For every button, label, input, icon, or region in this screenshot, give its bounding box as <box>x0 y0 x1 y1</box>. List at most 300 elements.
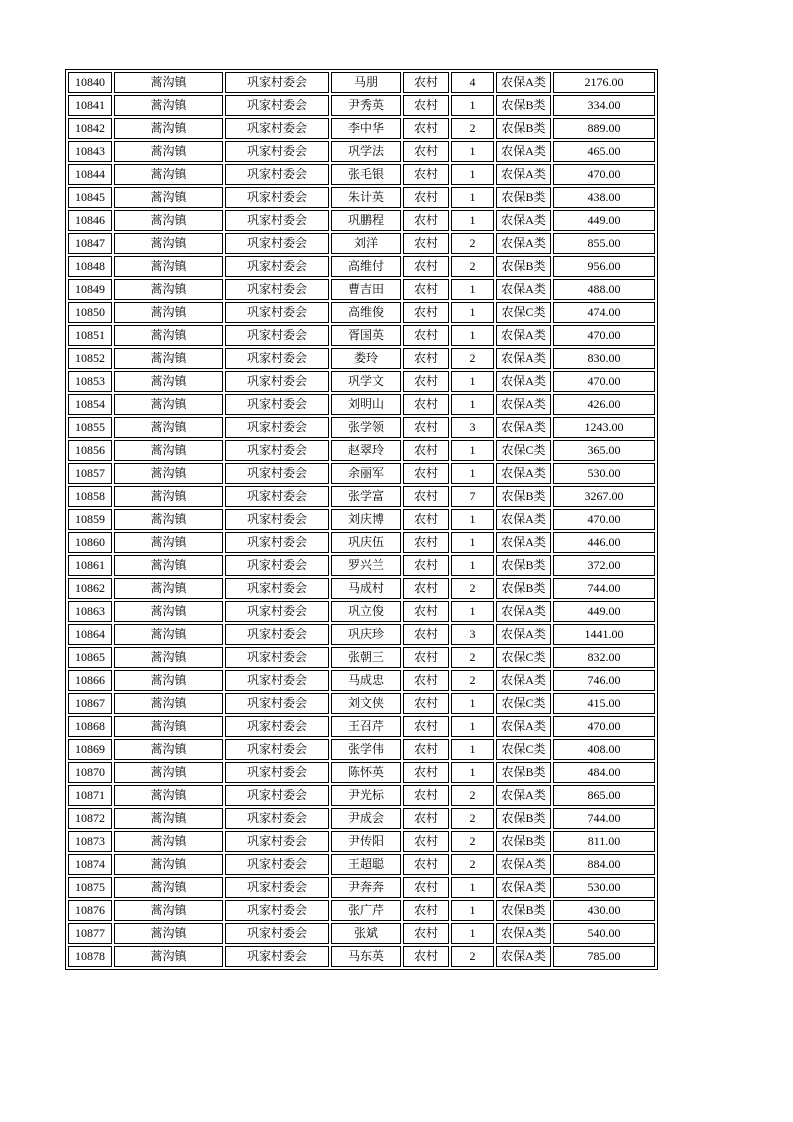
cell-sequence-number: 10866 <box>68 670 112 691</box>
cell-village-committee: 巩家村委会 <box>225 394 329 415</box>
cell-amount: 372.00 <box>553 555 655 576</box>
cell-residence-type: 农村 <box>403 233 449 254</box>
cell-insurance-category: 农保A类 <box>496 233 551 254</box>
cell-town: 蒿沟镇 <box>114 647 223 668</box>
cell-person-count: 1 <box>451 440 494 461</box>
cell-person-count: 4 <box>451 72 494 93</box>
cell-person-name: 巩学文 <box>331 371 401 392</box>
table-row <box>68 210 655 231</box>
cell-person-name: 胥国英 <box>331 325 401 346</box>
cell-sequence-number: 10862 <box>68 578 112 599</box>
cell-insurance-category: 农保B类 <box>496 187 551 208</box>
cell-person-count: 1 <box>451 187 494 208</box>
cell-amount: 832.00 <box>553 647 655 668</box>
cell-person-count: 1 <box>451 463 494 484</box>
table-row <box>68 900 655 921</box>
cell-town: 蒿沟镇 <box>114 371 223 392</box>
cell-village-committee: 巩家村委会 <box>225 95 329 116</box>
cell-person-name: 尹奔奔 <box>331 877 401 898</box>
cell-amount: 449.00 <box>553 601 655 622</box>
cell-amount: 1441.00 <box>553 624 655 645</box>
cell-sequence-number: 10852 <box>68 348 112 369</box>
cell-village-committee: 巩家村委会 <box>225 440 329 461</box>
cell-insurance-category: 农保A类 <box>496 210 551 231</box>
cell-amount: 865.00 <box>553 785 655 806</box>
cell-insurance-category: 农保B类 <box>496 118 551 139</box>
table-row <box>68 693 655 714</box>
cell-person-name: 赵翠玲 <box>331 440 401 461</box>
table-row <box>68 555 655 576</box>
table-row <box>68 946 655 967</box>
cell-town: 蒿沟镇 <box>114 739 223 760</box>
cell-residence-type: 农村 <box>403 95 449 116</box>
cell-residence-type: 农村 <box>403 348 449 369</box>
cell-town: 蒿沟镇 <box>114 486 223 507</box>
cell-residence-type: 农村 <box>403 509 449 530</box>
cell-person-count: 2 <box>451 785 494 806</box>
cell-amount: 956.00 <box>553 256 655 277</box>
cell-sequence-number: 10858 <box>68 486 112 507</box>
cell-person-name: 尹秀英 <box>331 95 401 116</box>
cell-residence-type: 农村 <box>403 555 449 576</box>
cell-village-committee: 巩家村委会 <box>225 693 329 714</box>
cell-town: 蒿沟镇 <box>114 394 223 415</box>
cell-insurance-category: 农保A类 <box>496 325 551 346</box>
cell-sequence-number: 10874 <box>68 854 112 875</box>
cell-person-count: 2 <box>451 946 494 967</box>
cell-amount: 530.00 <box>553 877 655 898</box>
cell-amount: 1243.00 <box>553 417 655 438</box>
cell-village-committee: 巩家村委会 <box>225 279 329 300</box>
table-row <box>68 831 655 852</box>
cell-person-count: 7 <box>451 486 494 507</box>
cell-amount: 465.00 <box>553 141 655 162</box>
cell-sequence-number: 10854 <box>68 394 112 415</box>
cell-person-count: 1 <box>451 279 494 300</box>
cell-person-name: 张毛银 <box>331 164 401 185</box>
cell-village-committee: 巩家村委会 <box>225 532 329 553</box>
cell-person-name: 张朝三 <box>331 647 401 668</box>
cell-village-committee: 巩家村委会 <box>225 417 329 438</box>
cell-residence-type: 农村 <box>403 325 449 346</box>
cell-person-count: 2 <box>451 831 494 852</box>
cell-residence-type: 农村 <box>403 417 449 438</box>
cell-amount: 474.00 <box>553 302 655 323</box>
cell-residence-type: 农村 <box>403 210 449 231</box>
cell-insurance-category: 农保B类 <box>496 555 551 576</box>
cell-town: 蒿沟镇 <box>114 509 223 530</box>
cell-person-name: 巩立俊 <box>331 601 401 622</box>
cell-village-committee: 巩家村委会 <box>225 302 329 323</box>
cell-insurance-category: 农保A类 <box>496 371 551 392</box>
cell-residence-type: 农村 <box>403 670 449 691</box>
cell-town: 蒿沟镇 <box>114 923 223 944</box>
table-row <box>68 72 655 93</box>
cell-town: 蒿沟镇 <box>114 463 223 484</box>
cell-residence-type: 农村 <box>403 394 449 415</box>
cell-person-count: 1 <box>451 601 494 622</box>
cell-residence-type: 农村 <box>403 302 449 323</box>
cell-sequence-number: 10859 <box>68 509 112 530</box>
table-row <box>68 877 655 898</box>
cell-village-committee: 巩家村委会 <box>225 854 329 875</box>
table-row <box>68 279 655 300</box>
cell-town: 蒿沟镇 <box>114 348 223 369</box>
cell-town: 蒿沟镇 <box>114 946 223 967</box>
cell-village-committee: 巩家村委会 <box>225 486 329 507</box>
cell-person-name: 曹吉田 <box>331 279 401 300</box>
cell-residence-type: 农村 <box>403 739 449 760</box>
table-row <box>68 164 655 185</box>
cell-residence-type: 农村 <box>403 693 449 714</box>
cell-insurance-category: 农保A类 <box>496 164 551 185</box>
cell-sequence-number: 10869 <box>68 739 112 760</box>
cell-amount: 540.00 <box>553 923 655 944</box>
cell-amount: 438.00 <box>553 187 655 208</box>
cell-person-name: 尹传阳 <box>331 831 401 852</box>
cell-town: 蒿沟镇 <box>114 325 223 346</box>
cell-town: 蒿沟镇 <box>114 118 223 139</box>
cell-residence-type: 农村 <box>403 118 449 139</box>
cell-insurance-category: 农保A类 <box>496 348 551 369</box>
cell-town: 蒿沟镇 <box>114 141 223 162</box>
cell-town: 蒿沟镇 <box>114 877 223 898</box>
table-row <box>68 762 655 783</box>
cell-person-name: 张学伟 <box>331 739 401 760</box>
cell-sequence-number: 10849 <box>68 279 112 300</box>
cell-residence-type: 农村 <box>403 187 449 208</box>
cell-insurance-category: 农保A类 <box>496 72 551 93</box>
cell-village-committee: 巩家村委会 <box>225 72 329 93</box>
cell-residence-type: 农村 <box>403 946 449 967</box>
cell-person-name: 娄玲 <box>331 348 401 369</box>
table-row <box>68 578 655 599</box>
table-row <box>68 348 655 369</box>
cell-person-name: 巩鹏程 <box>331 210 401 231</box>
cell-person-count: 1 <box>451 371 494 392</box>
cell-person-name: 张学领 <box>331 417 401 438</box>
cell-sequence-number: 10878 <box>68 946 112 967</box>
cell-town: 蒿沟镇 <box>114 808 223 829</box>
table-row <box>68 371 655 392</box>
cell-amount: 408.00 <box>553 739 655 760</box>
cell-sequence-number: 10860 <box>68 532 112 553</box>
cell-amount: 415.00 <box>553 693 655 714</box>
cell-person-name: 张广芹 <box>331 900 401 921</box>
cell-sequence-number: 10872 <box>68 808 112 829</box>
cell-person-name: 刘庆博 <box>331 509 401 530</box>
cell-person-count: 1 <box>451 302 494 323</box>
cell-village-committee: 巩家村委会 <box>225 233 329 254</box>
cell-village-committee: 巩家村委会 <box>225 187 329 208</box>
cell-town: 蒿沟镇 <box>114 900 223 921</box>
cell-village-committee: 巩家村委会 <box>225 371 329 392</box>
cell-insurance-category: 农保B类 <box>496 256 551 277</box>
cell-sequence-number: 10847 <box>68 233 112 254</box>
cell-person-name: 尹成会 <box>331 808 401 829</box>
cell-sequence-number: 10856 <box>68 440 112 461</box>
cell-person-count: 2 <box>451 670 494 691</box>
cell-residence-type: 农村 <box>403 808 449 829</box>
cell-person-name: 巩庆珍 <box>331 624 401 645</box>
cell-person-name: 王超聪 <box>331 854 401 875</box>
cell-insurance-category: 农保A类 <box>496 141 551 162</box>
cell-insurance-category: 农保A类 <box>496 509 551 530</box>
cell-person-name: 李中华 <box>331 118 401 139</box>
cell-sequence-number: 10871 <box>68 785 112 806</box>
cell-town: 蒿沟镇 <box>114 601 223 622</box>
cell-person-count: 1 <box>451 716 494 737</box>
cell-town: 蒿沟镇 <box>114 440 223 461</box>
table-row <box>68 417 655 438</box>
cell-village-committee: 巩家村委会 <box>225 578 329 599</box>
cell-person-name: 朱计英 <box>331 187 401 208</box>
cell-village-committee: 巩家村委会 <box>225 141 329 162</box>
cell-village-committee: 巩家村委会 <box>225 762 329 783</box>
cell-person-count: 1 <box>451 877 494 898</box>
cell-sequence-number: 10868 <box>68 716 112 737</box>
cell-town: 蒿沟镇 <box>114 716 223 737</box>
cell-amount: 484.00 <box>553 762 655 783</box>
table-row <box>68 486 655 507</box>
cell-sequence-number: 10845 <box>68 187 112 208</box>
cell-amount: 430.00 <box>553 900 655 921</box>
cell-sequence-number: 10846 <box>68 210 112 231</box>
cell-amount: 811.00 <box>553 831 655 852</box>
cell-insurance-category: 农保A类 <box>496 716 551 737</box>
cell-residence-type: 农村 <box>403 831 449 852</box>
cell-insurance-category: 农保B类 <box>496 762 551 783</box>
cell-sequence-number: 10870 <box>68 762 112 783</box>
cell-person-name: 马成忠 <box>331 670 401 691</box>
cell-sequence-number: 10840 <box>68 72 112 93</box>
cell-town: 蒿沟镇 <box>114 233 223 254</box>
cell-amount: 470.00 <box>553 371 655 392</box>
cell-amount: 365.00 <box>553 440 655 461</box>
cell-person-count: 1 <box>451 509 494 530</box>
cell-amount: 449.00 <box>553 210 655 231</box>
cell-amount: 470.00 <box>553 325 655 346</box>
cell-insurance-category: 农保B类 <box>496 808 551 829</box>
cell-amount: 884.00 <box>553 854 655 875</box>
cell-sequence-number: 10864 <box>68 624 112 645</box>
cell-amount: 334.00 <box>553 95 655 116</box>
cell-town: 蒿沟镇 <box>114 279 223 300</box>
cell-sequence-number: 10853 <box>68 371 112 392</box>
cell-insurance-category: 农保C类 <box>496 693 551 714</box>
cell-residence-type: 农村 <box>403 164 449 185</box>
cell-residence-type: 农村 <box>403 762 449 783</box>
cell-residence-type: 农村 <box>403 578 449 599</box>
cell-person-count: 1 <box>451 325 494 346</box>
cell-insurance-category: 农保B类 <box>496 486 551 507</box>
cell-town: 蒿沟镇 <box>114 693 223 714</box>
cell-insurance-category: 农保C类 <box>496 647 551 668</box>
cell-sequence-number: 10841 <box>68 95 112 116</box>
cell-person-count: 1 <box>451 141 494 162</box>
roster-table-body <box>68 72 655 967</box>
cell-town: 蒿沟镇 <box>114 72 223 93</box>
cell-residence-type: 农村 <box>403 371 449 392</box>
table-row <box>68 716 655 737</box>
cell-insurance-category: 农保A类 <box>496 670 551 691</box>
cell-person-count: 3 <box>451 417 494 438</box>
table-row <box>68 854 655 875</box>
cell-village-committee: 巩家村委会 <box>225 785 329 806</box>
cell-insurance-category: 农保A类 <box>496 601 551 622</box>
cell-person-name: 巩学法 <box>331 141 401 162</box>
table-row <box>68 532 655 553</box>
cell-sequence-number: 10851 <box>68 325 112 346</box>
cell-insurance-category: 农保C类 <box>496 302 551 323</box>
cell-village-committee: 巩家村委会 <box>225 325 329 346</box>
cell-amount: 889.00 <box>553 118 655 139</box>
cell-residence-type: 农村 <box>403 785 449 806</box>
cell-person-name: 高维付 <box>331 256 401 277</box>
cell-person-name: 尹光标 <box>331 785 401 806</box>
cell-person-count: 2 <box>451 256 494 277</box>
cell-town: 蒿沟镇 <box>114 555 223 576</box>
cell-residence-type: 农村 <box>403 279 449 300</box>
cell-town: 蒿沟镇 <box>114 854 223 875</box>
cell-person-name: 王召芹 <box>331 716 401 737</box>
cell-person-name: 马东英 <box>331 946 401 967</box>
cell-residence-type: 农村 <box>403 624 449 645</box>
cell-residence-type: 农村 <box>403 716 449 737</box>
cell-village-committee: 巩家村委会 <box>225 877 329 898</box>
cell-sequence-number: 10863 <box>68 601 112 622</box>
cell-sequence-number: 10844 <box>68 164 112 185</box>
cell-sequence-number: 10865 <box>68 647 112 668</box>
table-row <box>68 233 655 254</box>
cell-insurance-category: 农保A类 <box>496 463 551 484</box>
table-row <box>68 302 655 323</box>
cell-person-name: 陈怀英 <box>331 762 401 783</box>
table-row <box>68 647 655 668</box>
cell-town: 蒿沟镇 <box>114 624 223 645</box>
cell-person-name: 巩庆伍 <box>331 532 401 553</box>
cell-amount: 3267.00 <box>553 486 655 507</box>
cell-insurance-category: 农保A类 <box>496 923 551 944</box>
table-row <box>68 440 655 461</box>
cell-village-committee: 巩家村委会 <box>225 831 329 852</box>
cell-residence-type: 农村 <box>403 877 449 898</box>
table-row <box>68 923 655 944</box>
table-row <box>68 601 655 622</box>
cell-person-count: 2 <box>451 578 494 599</box>
cell-residence-type: 农村 <box>403 256 449 277</box>
cell-person-name: 马成村 <box>331 578 401 599</box>
cell-person-name: 高维俊 <box>331 302 401 323</box>
cell-residence-type: 农村 <box>403 854 449 875</box>
cell-person-count: 3 <box>451 624 494 645</box>
cell-insurance-category: 农保A类 <box>496 624 551 645</box>
cell-village-committee: 巩家村委会 <box>225 210 329 231</box>
cell-village-committee: 巩家村委会 <box>225 923 329 944</box>
cell-town: 蒿沟镇 <box>114 578 223 599</box>
cell-person-count: 2 <box>451 233 494 254</box>
cell-sequence-number: 10842 <box>68 118 112 139</box>
cell-residence-type: 农村 <box>403 72 449 93</box>
cell-sequence-number: 10850 <box>68 302 112 323</box>
cell-sequence-number: 10855 <box>68 417 112 438</box>
cell-insurance-category: 农保A类 <box>496 394 551 415</box>
cell-village-committee: 巩家村委会 <box>225 463 329 484</box>
cell-residence-type: 农村 <box>403 647 449 668</box>
table-row <box>68 785 655 806</box>
cell-town: 蒿沟镇 <box>114 532 223 553</box>
table-row <box>68 808 655 829</box>
cell-person-count: 1 <box>451 739 494 760</box>
cell-residence-type: 农村 <box>403 601 449 622</box>
cell-sequence-number: 10843 <box>68 141 112 162</box>
cell-town: 蒿沟镇 <box>114 95 223 116</box>
table-row <box>68 256 655 277</box>
cell-town: 蒿沟镇 <box>114 417 223 438</box>
cell-residence-type: 农村 <box>403 486 449 507</box>
cell-town: 蒿沟镇 <box>114 210 223 231</box>
cell-sequence-number: 10867 <box>68 693 112 714</box>
cell-sequence-number: 10875 <box>68 877 112 898</box>
cell-sequence-number: 10877 <box>68 923 112 944</box>
cell-amount: 785.00 <box>553 946 655 967</box>
cell-village-committee: 巩家村委会 <box>225 348 329 369</box>
cell-sequence-number: 10848 <box>68 256 112 277</box>
table-row <box>68 509 655 530</box>
cell-residence-type: 农村 <box>403 532 449 553</box>
cell-village-committee: 巩家村委会 <box>225 647 329 668</box>
cell-person-count: 1 <box>451 532 494 553</box>
table-row <box>68 670 655 691</box>
cell-sequence-number: 10857 <box>68 463 112 484</box>
cell-person-name: 张学富 <box>331 486 401 507</box>
cell-person-count: 2 <box>451 854 494 875</box>
cell-person-count: 1 <box>451 555 494 576</box>
cell-town: 蒿沟镇 <box>114 831 223 852</box>
insurance-roster-table <box>65 69 658 970</box>
table-row <box>68 118 655 139</box>
cell-amount: 470.00 <box>553 509 655 530</box>
cell-person-count: 1 <box>451 394 494 415</box>
cell-insurance-category: 农保A类 <box>496 946 551 967</box>
cell-person-count: 1 <box>451 693 494 714</box>
cell-person-count: 1 <box>451 95 494 116</box>
cell-insurance-category: 农保A类 <box>496 417 551 438</box>
cell-amount: 426.00 <box>553 394 655 415</box>
cell-village-committee: 巩家村委会 <box>225 716 329 737</box>
cell-sequence-number: 10876 <box>68 900 112 921</box>
cell-person-count: 1 <box>451 900 494 921</box>
cell-person-count: 1 <box>451 923 494 944</box>
cell-person-name: 张斌 <box>331 923 401 944</box>
cell-residence-type: 农村 <box>403 923 449 944</box>
cell-person-count: 2 <box>451 808 494 829</box>
cell-person-name: 刘文侠 <box>331 693 401 714</box>
cell-sequence-number: 10873 <box>68 831 112 852</box>
cell-town: 蒿沟镇 <box>114 302 223 323</box>
cell-person-name: 罗兴兰 <box>331 555 401 576</box>
cell-person-name: 余丽军 <box>331 463 401 484</box>
cell-village-committee: 巩家村委会 <box>225 946 329 967</box>
cell-insurance-category: 农保B类 <box>496 831 551 852</box>
cell-village-committee: 巩家村委会 <box>225 739 329 760</box>
cell-village-committee: 巩家村委会 <box>225 624 329 645</box>
table-row <box>68 463 655 484</box>
cell-insurance-category: 农保C类 <box>496 739 551 760</box>
cell-village-committee: 巩家村委会 <box>225 509 329 530</box>
cell-amount: 744.00 <box>553 808 655 829</box>
cell-person-name: 刘明山 <box>331 394 401 415</box>
